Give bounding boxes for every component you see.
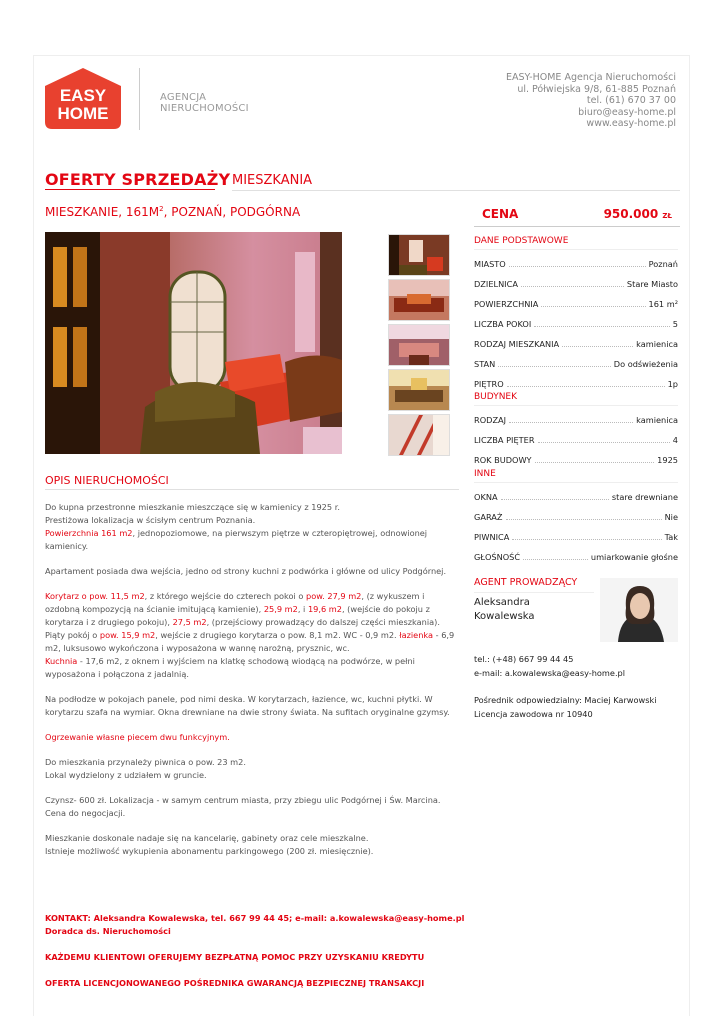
footer-contact: KONTAKT: Aleksandra Kowalewska, tel. 667 99 44 45; e-mail: a.kowalewska@easy-home.pl Doradca ds. Nieruchomości xyxy=(45,913,465,936)
desc-paragraph: Mieszkanie doskonale nadaje się na kancelarię, gabinety oraz cele mieszkalne. Istnieje możliwość wykupienia abonamentu parkingowego (200 zł. miesięcznie). xyxy=(45,833,374,856)
logo-subtitle xyxy=(160,92,249,114)
detail-value: 4 xyxy=(672,435,678,445)
dotted-leader xyxy=(535,462,655,463)
detail-value: Poznań xyxy=(648,259,678,269)
detail-value: 161 m² xyxy=(648,299,678,309)
detail-key: RODZAJ MIESZKANIA xyxy=(474,339,560,349)
agency-email[interactable]: biuro@easy-home.pl xyxy=(578,106,676,118)
basic-data xyxy=(474,235,678,390)
responsible-broker: Pośrednik odpowiedzialny: Maciej Karwowski xyxy=(474,695,657,705)
listing-title: MIESZKANIE, $161M^2$, POZNAŃ, PODGÓRNA xyxy=(45,205,301,219)
detail-value: kamienica xyxy=(636,339,678,349)
dotted-leader xyxy=(507,386,665,387)
dotted-leader xyxy=(509,266,646,267)
dotted-leader xyxy=(521,286,624,287)
basic-data-title: DANE PODSTAWOWE xyxy=(474,235,678,250)
desc-paragraph: Apartament posiada dwa wejścia, jedno od strony kuchni z podwórka i główne od ulicy Podgórnej. xyxy=(45,566,447,576)
detail-row xyxy=(474,503,678,523)
desc-paragraph: Do mieszkania przynależy piwnica o pow. 23 m2. Lokal wydzielony z udziałem w gruncie. xyxy=(45,757,246,780)
dotted-leader xyxy=(523,559,588,560)
dotted-leader xyxy=(509,422,633,423)
detail-row xyxy=(474,250,678,270)
detail-value: Nie xyxy=(664,512,678,522)
detail-value: umiarkowanie głośne xyxy=(590,552,678,562)
detail-row xyxy=(474,543,678,563)
category-title: MIESZKANIA xyxy=(232,173,313,188)
detail-key: ROK BUDOWY xyxy=(474,455,532,465)
detail-row xyxy=(474,310,678,330)
detail-key: LICZBA PIĘTER xyxy=(474,435,535,445)
detail-row xyxy=(474,370,678,390)
category-underline xyxy=(232,190,680,191)
dotted-leader xyxy=(498,366,610,367)
dotted-leader xyxy=(501,499,609,500)
detail-key: OKNA xyxy=(474,492,498,502)
detail-key: LICZBA POKOI xyxy=(474,319,532,329)
agency-contact xyxy=(506,72,676,130)
logo-line1: EASY xyxy=(59,86,107,105)
detail-key: GARAŻ xyxy=(474,512,503,522)
description-body xyxy=(45,501,460,870)
other-data xyxy=(474,468,678,563)
detail-value: 1p xyxy=(667,379,678,389)
detail-value: 1925 xyxy=(657,455,678,465)
description-title: OPIS NIERUCHOMOŚCI xyxy=(45,474,169,487)
detail-key: PIĘTRO xyxy=(474,379,504,389)
agency-name: EASY-HOME Agencja Nieruchomości xyxy=(505,72,676,83)
dotted-leader xyxy=(538,442,670,443)
detail-row xyxy=(474,406,678,426)
thumbnail[interactable] xyxy=(388,369,450,411)
price-label: CENA xyxy=(482,207,519,221)
detail-row xyxy=(474,523,678,543)
desc-paragraph: Do kupna przestronne mieszkanie mieszczące się w kamienicy z 1925 r. Prestiżowa lokalizacja w ścisłym centrum Poznania. Powierzchnia 161 m2, jednopoziomowe, na pierwszym piętrze w czteropiętrowej, odnowionej kamienicy. xyxy=(45,502,428,551)
detail-value: stare drewniane xyxy=(611,492,678,502)
thumbnail[interactable] xyxy=(388,279,450,321)
detail-key: PIWNICA xyxy=(474,532,510,542)
page-title: OFERTY SPRZEDAŻY xyxy=(45,170,231,189)
detail-row xyxy=(474,330,678,350)
agency-phone: tel. (61) 670 37 00 xyxy=(586,95,676,106)
desc-paragraph: Korytarz o pow. 11,5 m2, z którego wejście do czterech pokoi o pow. 27,9 m2, (z wykuszem i ozdobną kompozycją na ścianie imitującą kamienie), 25,9 m2, i 19,6 m2, (wejście do pokoju z korytarza i z drugiego pokoju), 27,5 m2, (przejściowy prowadzący do dalszej części mieszkania). Piąty pokój o pow. 15,9 m2, wejście z drugiego korytarza o pow. 8,1 m2. WC - 0,9 m2. łazienka - 6,9 m2, luksusowo wykończona i wyposażona w wannę narożną, prysznic, wc. Kuchnia - 17,6 m2, z oknem i wyjściem na klatkę schodową wiodącą na podwórze, w pełni wyposażona i połączona z jadalnią. xyxy=(45,591,455,679)
desc-paragraph-heating: Ogrzewanie własne piecem dwu funkcyjnym. xyxy=(45,732,230,742)
dotted-leader xyxy=(534,326,669,327)
agent-title: AGENT PROWADZĄCY xyxy=(474,577,578,588)
agent-phone: tel.: (+48) 667 99 44 45 xyxy=(474,654,574,664)
agent-name: Aleksandra Kowalewska xyxy=(474,597,535,622)
main-photo[interactable] xyxy=(45,232,342,454)
agent-contact xyxy=(474,652,657,721)
logo-line2: HOME xyxy=(57,104,109,123)
logo-subtitle-line1: AGENCJA xyxy=(160,92,207,103)
detail-value: Tak xyxy=(664,532,678,542)
detail-value: Stare Miasto xyxy=(626,279,678,289)
dotted-leader xyxy=(512,539,661,540)
logo-subtitle-line2: NIERUCHOMOŚCI xyxy=(160,103,249,114)
detail-key: POWIERZCHNIA xyxy=(474,299,539,309)
photo-thumbnails xyxy=(388,234,450,459)
detail-key: RODZAJ xyxy=(474,415,507,425)
detail-row xyxy=(474,483,678,503)
agency-website[interactable]: www.easy-home.pl xyxy=(586,118,676,129)
detail-row xyxy=(474,426,678,446)
footer-credit: KAŻDEMU KLIENTOWI OFERUJEMY BEZPŁATNĄ POMOC PRZY UZYSKANIU KREDYTU xyxy=(45,952,425,962)
dotted-leader xyxy=(506,519,662,520)
detail-value: kamienica xyxy=(636,415,678,425)
detail-key: DZIELNICA xyxy=(474,279,518,289)
desc-paragraph: Czynsz- 600 zł. Lokalizacja - w samym centrum miasta, przy zbiegu ulic Podgórnej i Św. Marcina. Cena do negocjacji. xyxy=(45,795,441,818)
agent-divider xyxy=(474,592,594,593)
price-value: 950.000 ZŁ xyxy=(603,207,672,221)
detail-value: Do odświeżenia xyxy=(613,359,678,369)
detail-key: MIASTO xyxy=(474,259,506,269)
price-row xyxy=(474,206,680,227)
detail-key: GŁOŚNOŚĆ xyxy=(474,552,521,562)
building-data-title: BUDYNEK xyxy=(474,391,678,406)
detail-value: 5 xyxy=(672,319,678,329)
thumbnail[interactable] xyxy=(388,414,450,456)
agency-address: ul. Półwiejska 9/8, 61-885 Poznań xyxy=(517,83,676,95)
building-data xyxy=(474,391,678,466)
footer-notes xyxy=(45,912,475,1003)
thumbnail[interactable] xyxy=(388,324,450,366)
footer-guarantee: OFERTA LICENCJONOWANEGO POŚREDNIKA GWARANCJĄ BEZPIECZNEJ TRANSAKCJI xyxy=(45,978,425,988)
description-divider xyxy=(45,489,459,490)
agent-email[interactable]: e-mail: a.kowalewska@easy-home.pl xyxy=(474,668,626,678)
detail-row xyxy=(474,446,678,466)
agent-photo xyxy=(600,578,678,642)
dotted-leader xyxy=(541,306,645,307)
thumbnail[interactable] xyxy=(388,234,450,276)
title-underline xyxy=(45,189,215,190)
dotted-leader xyxy=(562,346,633,347)
detail-row xyxy=(474,290,678,310)
detail-key: STAN xyxy=(474,359,496,369)
desc-paragraph: Na podłodze w pokojach panele, pod nimi deska. W korytarzach, łazience, wc, kuchni płytki. W korytarzu szafa na wymiar. Okna drewniane na dwie strony świata. Na sufitach oryginalne gzymsy. xyxy=(45,694,450,717)
easy-home-logo[interactable] xyxy=(45,68,121,129)
detail-row xyxy=(474,270,678,290)
logo-divider xyxy=(139,68,140,130)
broker-license: Licencja zawodowa nr 10940 xyxy=(474,709,593,719)
detail-row xyxy=(474,350,678,370)
other-data-title: INNE xyxy=(474,468,678,483)
